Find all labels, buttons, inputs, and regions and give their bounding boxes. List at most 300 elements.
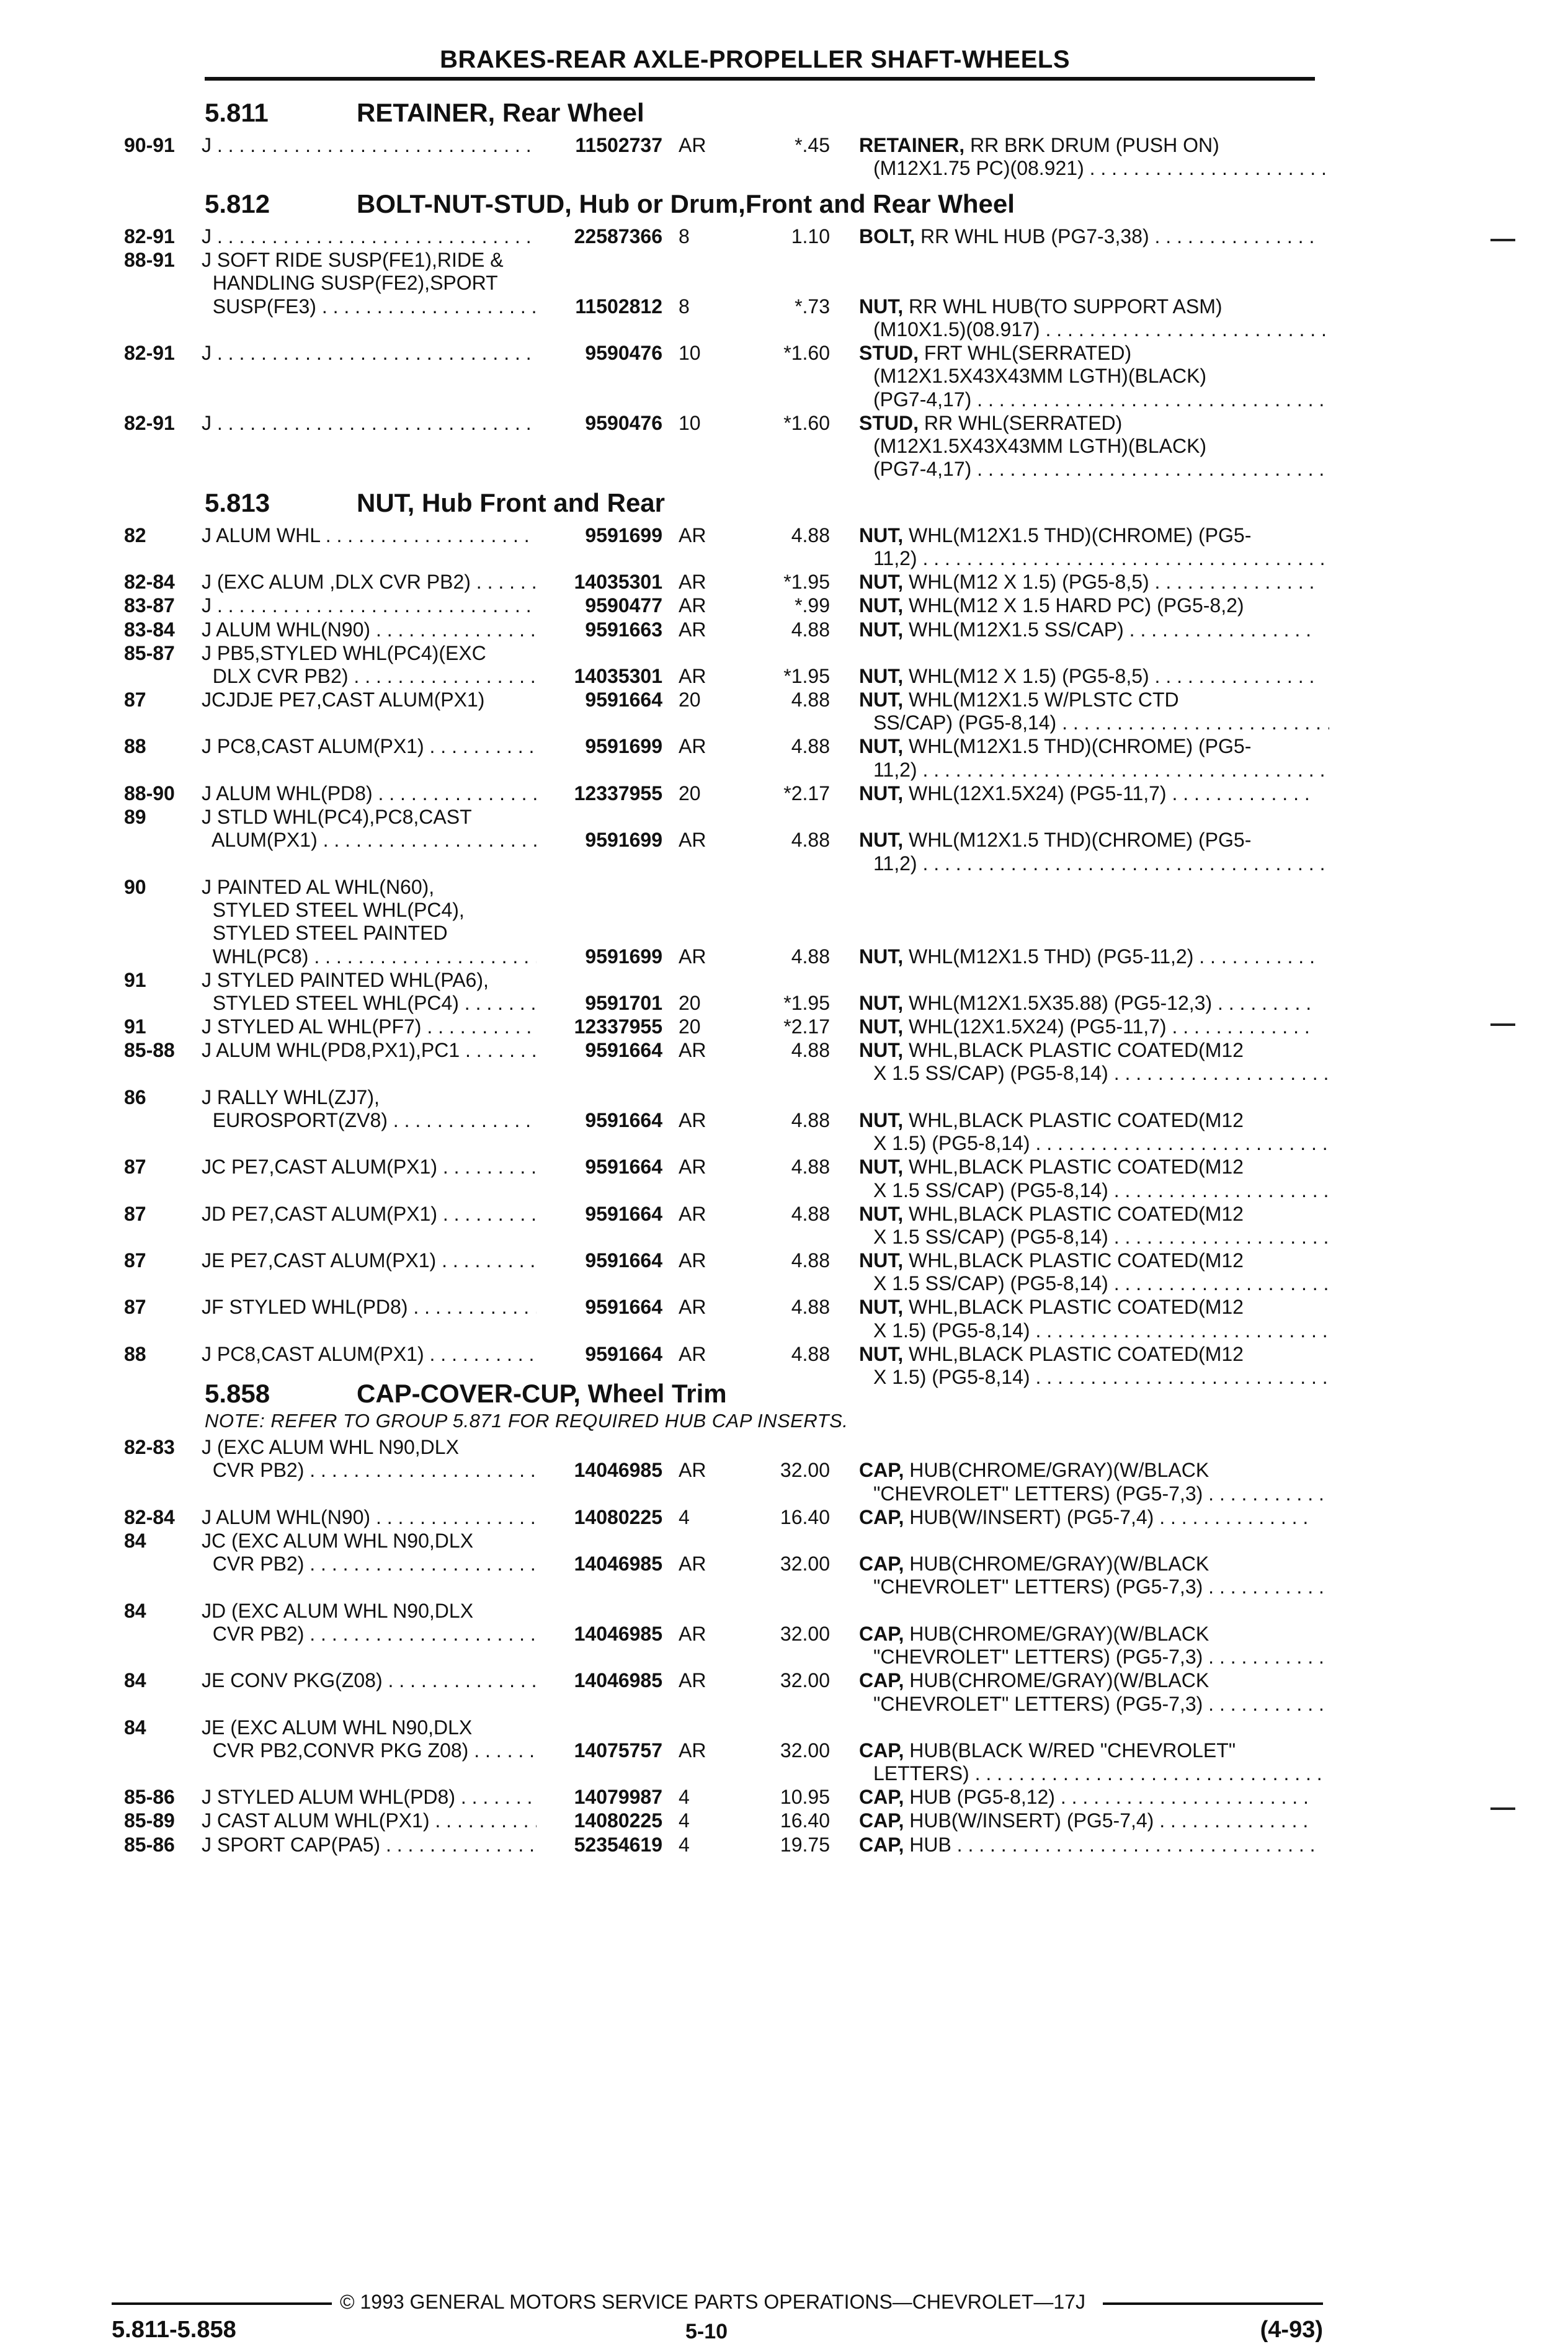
part-spec: X 1.5 SS/CAP) (PG5-8,14)	[873, 1062, 1108, 1084]
usage-description	[202, 524, 537, 547]
usage-text: EUROSPORT(ZV8) . . .	[202, 1109, 537, 1131]
part-description	[873, 365, 1329, 388]
part-name: NUT,	[859, 945, 904, 968]
price: 4.88	[791, 688, 830, 711]
model-years: 85-89	[124, 1809, 175, 1832]
part-spec: (PG7-4,17)	[873, 388, 972, 411]
part-spec: (M10X1.5)(08.917)	[873, 318, 1040, 341]
catalog-line	[0, 806, 1568, 829]
part-spec: WHL,BLACK PLASTIC COATED(M12	[903, 1109, 1244, 1131]
part-spec: X 1.5 SS/CAP) (PG5-8,14)	[873, 1179, 1108, 1201]
part-description	[859, 992, 1315, 1015]
usage-text: J . . .	[202, 134, 537, 156]
part-number: 12337955	[574, 782, 662, 804]
part-description-text	[859, 1809, 1315, 1832]
catalog-line	[0, 922, 1568, 945]
part-description-text	[859, 1834, 1315, 1856]
usage-description	[202, 969, 537, 992]
catalog-line	[0, 1646, 1568, 1669]
part-description	[859, 412, 1315, 435]
usage-description	[202, 1809, 537, 1832]
part-description-text	[859, 342, 1131, 364]
usage-description	[202, 1203, 537, 1226]
part-description-text	[859, 945, 1315, 968]
part-name: CAP,	[859, 1669, 904, 1691]
part-name: NUT,	[859, 1203, 904, 1225]
quantity: AR	[679, 1739, 706, 1762]
usage-description	[202, 688, 537, 711]
catalog-line	[0, 249, 1568, 272]
part-description-text	[859, 1669, 1209, 1691]
part-description-text	[873, 1646, 1329, 1668]
part-name: CAP,	[859, 1506, 904, 1528]
catalog-line	[0, 571, 1568, 594]
part-description-text	[859, 1459, 1209, 1481]
part-number: 9591664	[585, 1156, 662, 1178]
model-years: 82-91	[124, 225, 175, 247]
part-spec: HUB	[904, 1834, 951, 1856]
part-spec: WHL(M12 X 1.5) (PG5-8,5)	[903, 571, 1149, 593]
part-spec: WHL(M12X1.5 W/PLSTC CTD	[903, 688, 1179, 711]
price: 4.88	[791, 524, 830, 546]
part-spec: WHL(M12X1.5 THD)(CHROME) (PG5-	[903, 524, 1252, 546]
price: 32.00	[780, 1623, 830, 1645]
usage-description	[202, 735, 537, 758]
part-description	[873, 711, 1329, 734]
usage-text: J PAINTED AL WHL(N60),	[202, 876, 435, 898]
part-description-text	[859, 665, 1315, 687]
part-description	[859, 688, 1315, 711]
usage-description	[202, 594, 537, 617]
part-description-text	[859, 134, 1219, 156]
part-name: NUT,	[859, 1109, 904, 1131]
usage-description	[202, 782, 537, 805]
part-description	[859, 594, 1315, 617]
part-name: NUT,	[859, 782, 904, 804]
section-range: 5.811-5.858	[112, 2317, 236, 2343]
usage-text: JE CONV PKG(Z08) . . .	[202, 1669, 537, 1691]
part-spec: X 1.5 SS/CAP) (PG5-8,14)	[873, 1226, 1108, 1248]
part-name: NUT,	[859, 829, 904, 851]
model-years: 90	[124, 876, 146, 898]
part-spec: WHL(M12X1.5 THD)(CHROME) (PG5-	[903, 735, 1252, 757]
part-description-text	[873, 1226, 1329, 1248]
part-description	[859, 1296, 1315, 1319]
binding-mark	[1490, 1807, 1515, 1810]
part-name: NUT,	[859, 618, 904, 641]
part-description	[859, 1109, 1315, 1132]
part-description-text	[859, 225, 1315, 247]
price: *.99	[795, 594, 830, 617]
price: 4.88	[791, 1203, 830, 1225]
part-spec: X 1.5 SS/CAP) (PG5-8,14)	[873, 1272, 1108, 1295]
quantity: AR	[679, 571, 706, 593]
usage-text: CVR PB2) . . .	[202, 1623, 537, 1645]
part-spec: "CHEVROLET" LETTERS) (PG5-7,3)	[873, 1646, 1203, 1668]
usage-description	[202, 876, 537, 899]
model-years: 85-86	[124, 1786, 175, 1808]
part-description	[873, 1575, 1329, 1598]
usage-description	[202, 1739, 537, 1762]
quantity: AR	[679, 524, 706, 546]
part-description	[873, 1319, 1329, 1342]
part-description-text	[859, 571, 1315, 593]
part-description	[873, 1272, 1329, 1295]
part-spec: HUB(CHROME/GRAY)(W/BLACK	[904, 1623, 1209, 1645]
price: 4.88	[791, 1109, 830, 1131]
part-name: NUT,	[859, 665, 904, 687]
part-number: 14046985	[574, 1553, 662, 1575]
usage-description	[202, 1669, 537, 1692]
quantity: AR	[679, 829, 706, 851]
part-description	[859, 1809, 1315, 1832]
part-spec: X 1.5) (PG5-8,14)	[873, 1132, 1030, 1154]
quantity: AR	[679, 1623, 706, 1645]
part-number: 14035301	[574, 571, 662, 593]
price: 4.88	[791, 1039, 830, 1061]
part-description-text	[859, 295, 1223, 318]
model-years: 85-87	[124, 642, 175, 664]
catalog-line	[0, 1156, 1568, 1179]
part-description	[859, 1786, 1315, 1809]
part-description	[859, 571, 1315, 594]
price: *.45	[795, 134, 830, 156]
catalog-line	[0, 1506, 1568, 1529]
catalog-line	[0, 342, 1568, 365]
part-description	[859, 1039, 1315, 1062]
part-number: 52354619	[574, 1834, 662, 1856]
model-years: 82-91	[124, 412, 175, 434]
model-years: 88	[124, 735, 146, 757]
part-spec: "CHEVROLET" LETTERS) (PG5-7,3)	[873, 1693, 1203, 1715]
part-number: 14046985	[574, 1459, 662, 1481]
usage-description	[202, 1600, 537, 1623]
catalog-line	[0, 782, 1568, 805]
catalog-line	[0, 1015, 1568, 1038]
part-description	[873, 1132, 1329, 1155]
part-description	[873, 759, 1329, 782]
part-number: 12337955	[574, 1015, 662, 1038]
usage-text: JD PE7,CAST ALUM(PX1) . . .	[202, 1203, 537, 1225]
part-name: NUT,	[859, 735, 904, 757]
part-name: NUT,	[859, 524, 904, 546]
usage-text: CVR PB2) . . .	[202, 1459, 537, 1481]
catalog-line	[0, 1343, 1568, 1366]
model-years: 89	[124, 806, 146, 828]
revision-date: (4-93)	[1260, 2317, 1323, 2343]
price: 4.88	[791, 1156, 830, 1178]
catalog-line	[0, 1669, 1568, 1692]
quantity: 4	[679, 1809, 690, 1832]
part-name: CAP,	[859, 1553, 904, 1575]
quantity: AR	[679, 134, 706, 156]
part-description-text	[873, 435, 1206, 457]
part-description-text	[859, 618, 1315, 641]
part-spec: RR BRK DRUM (PUSH ON)	[964, 134, 1219, 156]
part-spec: WHL(M12X1.5 THD) (PG5-11,2)	[903, 945, 1194, 968]
model-years: 82-91	[124, 342, 175, 364]
price: 4.88	[791, 1296, 830, 1318]
usage-text: J (EXC ALUM ,DLX CVR PB2) . . .	[202, 571, 537, 593]
catalog-line	[0, 547, 1568, 570]
part-description	[873, 1482, 1329, 1505]
part-description	[873, 1226, 1329, 1249]
part-number: 9591699	[585, 945, 662, 968]
part-spec: HUB(W/INSERT) (PG5-7,4)	[904, 1809, 1154, 1832]
part-description-text	[859, 1249, 1244, 1272]
part-number: 11502812	[575, 295, 662, 318]
part-spec: WHL,BLACK PLASTIC COATED(M12	[903, 1203, 1244, 1225]
part-description	[873, 852, 1329, 875]
part-spec: WHL,BLACK PLASTIC COATED(M12	[903, 1156, 1244, 1178]
part-spec: "CHEVROLET" LETTERS) (PG5-7,3)	[873, 1575, 1203, 1598]
part-name: NUT,	[859, 1015, 904, 1038]
quantity: 10	[679, 412, 701, 434]
catalog-line	[0, 642, 1568, 665]
catalog-line	[0, 295, 1568, 318]
price: *2.17	[783, 1015, 830, 1038]
usage-text: JC (EXC ALUM WHL N90,DLX	[202, 1530, 474, 1552]
part-description	[873, 458, 1329, 481]
usage-description	[202, 412, 537, 435]
quantity: AR	[679, 594, 706, 617]
catalog-line	[0, 1086, 1568, 1109]
part-description	[859, 1203, 1315, 1226]
usage-text: ALUM(PX1) . . .	[202, 829, 537, 851]
part-number: 14080225	[574, 1506, 662, 1528]
usage-description	[202, 618, 537, 641]
part-description	[859, 1015, 1315, 1038]
part-description-text	[859, 524, 1251, 546]
part-name: RETAINER,	[859, 134, 965, 156]
usage-text: J RALLY WHL(ZJ7),	[202, 1086, 380, 1108]
part-description	[859, 1156, 1315, 1179]
part-description-text	[859, 1156, 1244, 1178]
price: 4.88	[791, 945, 830, 968]
price: 32.00	[780, 1739, 830, 1762]
part-description-text	[873, 1693, 1329, 1715]
catalog-line	[0, 1249, 1568, 1272]
section-heading	[205, 1379, 1321, 1410]
part-spec: X 1.5) (PG5-8,14)	[873, 1319, 1030, 1342]
usage-text: J ALUM WHL(N90) . . .	[202, 618, 537, 641]
usage-description	[202, 1296, 537, 1319]
price: *2.17	[783, 782, 830, 804]
catalog-line	[0, 524, 1568, 547]
price: *1.60	[783, 342, 830, 364]
part-name: CAP,	[859, 1739, 904, 1762]
quantity: 4	[679, 1786, 690, 1808]
model-years: 82-84	[124, 1506, 175, 1528]
usage-text: SUSP(FE3) . . .	[202, 295, 537, 318]
usage-description	[202, 295, 537, 318]
part-spec: WHL(M12X1.5X35.88) (PG5-12,3)	[903, 992, 1213, 1014]
part-name: CAP,	[859, 1834, 904, 1856]
part-description	[859, 1459, 1315, 1482]
section-number: 5.813	[205, 488, 270, 517]
section-title: NUT, Hub Front and Rear	[357, 488, 666, 517]
catalog-line	[0, 1623, 1568, 1646]
model-years: 82	[124, 524, 146, 546]
part-description	[873, 435, 1329, 458]
part-description-text	[859, 594, 1244, 617]
part-spec: WHL(M12X1.5 THD)(CHROME) (PG5-	[903, 829, 1252, 851]
catalog-line	[0, 272, 1568, 295]
model-years: 87	[124, 1249, 146, 1272]
catalog-line	[0, 735, 1568, 758]
part-description-text	[873, 388, 1329, 411]
catalog-line	[0, 1272, 1568, 1295]
part-number: 11502737	[575, 134, 662, 156]
price: *1.60	[783, 412, 830, 434]
part-description	[873, 1646, 1329, 1669]
part-description-text	[859, 782, 1315, 804]
part-description	[859, 295, 1315, 318]
usage-text: JC PE7,CAST ALUM(PX1) . . .	[202, 1156, 537, 1178]
part-description	[859, 618, 1315, 641]
part-number: 14075757	[574, 1739, 662, 1762]
part-description	[859, 735, 1315, 758]
price: 19.75	[780, 1834, 830, 1856]
part-description-text	[859, 1553, 1209, 1575]
catalog-line	[0, 1575, 1568, 1598]
part-spec: "CHEVROLET" LETTERS) (PG5-7,3)	[873, 1482, 1203, 1505]
usage-description	[202, 225, 537, 248]
model-years: 84	[124, 1530, 146, 1552]
section-title: RETAINER, Rear Wheel	[357, 98, 644, 127]
part-name: CAP,	[859, 1459, 904, 1481]
catalog-line	[0, 1039, 1568, 1062]
model-years: 84	[124, 1600, 146, 1622]
part-description-text	[873, 711, 1329, 734]
part-description-text	[859, 1296, 1244, 1318]
quantity: AR	[679, 1553, 706, 1575]
part-number: 9591699	[585, 829, 662, 851]
section-note: NOTE: REFER TO GROUP 5.871 FOR REQUIRED HUB CAP INSERTS.	[205, 1410, 849, 1432]
quantity: AR	[679, 1343, 706, 1365]
part-description-text	[873, 458, 1329, 480]
footer-rule-left	[112, 2302, 332, 2305]
catalog-line	[0, 1459, 1568, 1482]
part-description-text	[873, 547, 1329, 569]
usage-text: STYLED STEEL PAINTED	[202, 922, 448, 944]
part-spec: WHL,BLACK PLASTIC COATED(M12	[903, 1039, 1244, 1061]
usage-text: J STYLED PAINTED WHL(PA6),	[202, 969, 489, 991]
section-heading	[205, 189, 1321, 220]
part-description	[859, 1669, 1315, 1692]
quantity: 4	[679, 1506, 690, 1528]
section-title: BOLT-NUT-STUD, Hub or Drum,Front and Rear Wheel	[357, 189, 1015, 218]
part-spec: WHL(M12 X 1.5 HARD PC) (PG5-8,2)	[903, 594, 1244, 617]
section-number: 5.858	[205, 1379, 270, 1408]
usage-text: J CAST ALUM WHL(PX1) . . .	[202, 1809, 537, 1832]
section-heading	[205, 488, 1321, 519]
usage-description	[202, 1249, 537, 1272]
model-years: 87	[124, 688, 146, 711]
part-spec: 11,2)	[873, 852, 917, 875]
price: 4.88	[791, 829, 830, 851]
quantity: 4	[679, 1834, 690, 1856]
usage-description	[202, 806, 537, 829]
catalog-line	[0, 1530, 1568, 1553]
usage-description	[202, 1459, 537, 1482]
part-description-text	[873, 759, 1329, 781]
part-spec: (M12X1.75 PC)(08.921)	[873, 157, 1084, 179]
part-description	[859, 225, 1315, 248]
part-spec: WHL,BLACK PLASTIC COATED(M12	[903, 1343, 1244, 1365]
usage-description	[202, 1086, 537, 1109]
catalog-line	[0, 1693, 1568, 1716]
part-number: 9590477	[585, 594, 662, 617]
usage-description	[202, 571, 537, 594]
part-name: CAP,	[859, 1786, 904, 1808]
usage-text: JF STYLED WHL(PD8) . . .	[202, 1296, 537, 1318]
usage-text: J . . .	[202, 225, 537, 247]
part-description	[873, 1762, 1329, 1785]
price: 4.88	[791, 735, 830, 757]
part-number: 14046985	[574, 1623, 662, 1645]
catalog-line	[0, 458, 1568, 481]
usage-text: J STYLED AL WHL(PF7) . . .	[202, 1015, 537, 1038]
part-description-text	[873, 1319, 1329, 1342]
usage-description	[202, 945, 537, 968]
usage-description	[202, 1436, 537, 1459]
usage-description	[202, 922, 537, 945]
part-spec: HUB(CHROME/GRAY)(W/BLACK	[904, 1459, 1209, 1481]
catalog-line	[0, 1062, 1568, 1085]
catalog-line	[0, 318, 1568, 341]
section-heading	[205, 98, 1321, 129]
binding-mark	[1490, 239, 1515, 241]
usage-text: WHL(PC8) . . .	[202, 945, 537, 968]
part-spec: WHL,BLACK PLASTIC COATED(M12	[903, 1249, 1244, 1272]
usage-description	[202, 249, 537, 272]
part-description-text	[873, 1272, 1329, 1295]
part-description-text	[859, 1109, 1244, 1131]
model-years: 83-84	[124, 618, 175, 641]
quantity: AR	[679, 1156, 706, 1178]
part-name: NUT,	[859, 1343, 904, 1365]
part-number: 14035301	[574, 665, 662, 687]
catalog-line	[0, 1553, 1568, 1575]
part-spec: WHL(12X1.5X24) (PG5-11,7)	[903, 1015, 1167, 1038]
usage-text: JE (EXC ALUM WHL N90,DLX	[202, 1716, 473, 1739]
price: *1.95	[783, 571, 830, 593]
usage-description	[202, 1716, 537, 1739]
usage-description	[202, 642, 537, 665]
part-description-text	[859, 992, 1315, 1014]
catalog-line	[0, 829, 1568, 852]
catalog-line	[0, 618, 1568, 641]
quantity: AR	[679, 665, 706, 687]
catalog-line	[0, 876, 1568, 899]
usage-text: JD (EXC ALUM WHL N90,DLX	[202, 1600, 474, 1622]
part-spec: WHL(M12 X 1.5) (PG5-8,5)	[903, 665, 1149, 687]
part-description	[873, 157, 1329, 180]
part-spec: RR WHL(SERRATED)	[919, 412, 1123, 434]
part-name: NUT,	[859, 1249, 904, 1272]
model-years: 88-90	[124, 782, 175, 804]
price: *1.95	[783, 992, 830, 1014]
catalog-line	[0, 1296, 1568, 1319]
part-description-text	[873, 1575, 1329, 1598]
usage-description	[202, 1015, 537, 1038]
page-number: 5-10	[685, 2320, 728, 2343]
usage-description	[202, 1623, 537, 1646]
part-number: 9591699	[585, 524, 662, 546]
model-years: 84	[124, 1669, 146, 1691]
model-years: 88	[124, 1343, 146, 1365]
